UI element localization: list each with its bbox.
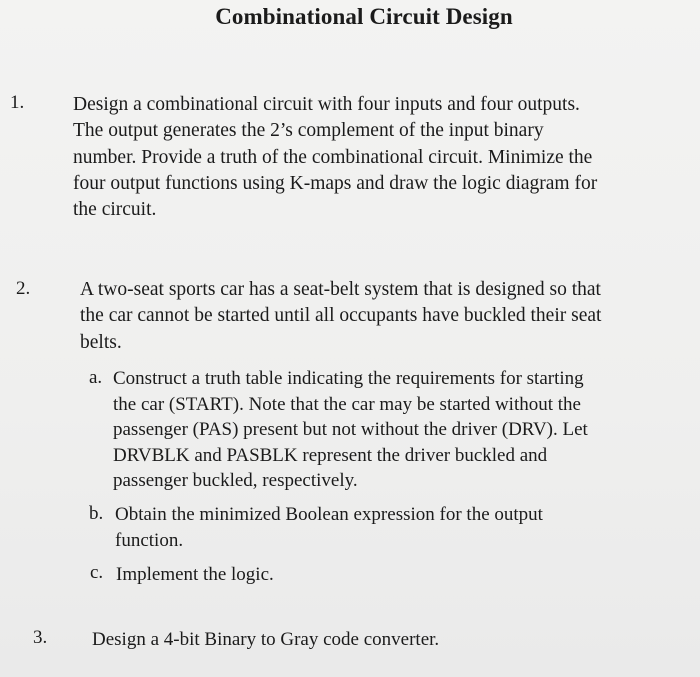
text-line: The output generates the 2’s complement of the input binary: [73, 120, 544, 142]
text-line: the car (START). Note that the car may be started without the: [113, 393, 581, 415]
text-line: Design a 4-bit Binary to Gray code converter.: [92, 629, 440, 650]
question-1-number: 1.: [10, 92, 25, 113]
part-b-text: [115, 502, 543, 553]
question-2-number: 2.: [16, 278, 31, 299]
page-title: Combinational Circuit Design: [215, 4, 513, 29]
text-line: the circuit.: [73, 199, 157, 221]
question-1-text: [73, 92, 597, 223]
question-3-text: [92, 627, 439, 653]
text-line: four output functions using K-maps and draw the logic diagram for: [73, 172, 598, 194]
question-2-text: [80, 277, 601, 356]
text-line: passenger buckled, respectively.: [113, 470, 358, 491]
part-c-letter: c.: [90, 562, 104, 583]
text-line: the car cannot be started until all occupants have buckled their seat: [80, 305, 602, 327]
part-a-text: [113, 366, 588, 494]
text-line: function.: [115, 529, 184, 551]
part-a-letter: a.: [89, 367, 103, 388]
part-c-text: [116, 562, 274, 588]
text-line: DRVBLK and PASBLK represent the driver buckled and: [113, 444, 548, 466]
text-line: Obtain the minimized Boolean expression for the output: [115, 504, 543, 525]
question-3-number: 3.: [33, 627, 48, 648]
text-line: Implement the logic.: [116, 564, 274, 585]
text-line: A two-seat sports car has a seat-belt system that is designed so that: [80, 279, 601, 300]
text-line: Construct a truth table indicating the requirements for starting: [113, 368, 584, 389]
part-b-letter: b.: [89, 503, 104, 524]
text-line: number. Provide a truth of the combinational circuit. Minimize the: [73, 146, 593, 168]
text-line: belts.: [80, 331, 122, 353]
text-line: passenger (PAS) present but not without the driver (DRV). Let: [113, 419, 588, 440]
text-line: Design a combinational circuit with four inputs and four outputs.: [73, 94, 580, 115]
